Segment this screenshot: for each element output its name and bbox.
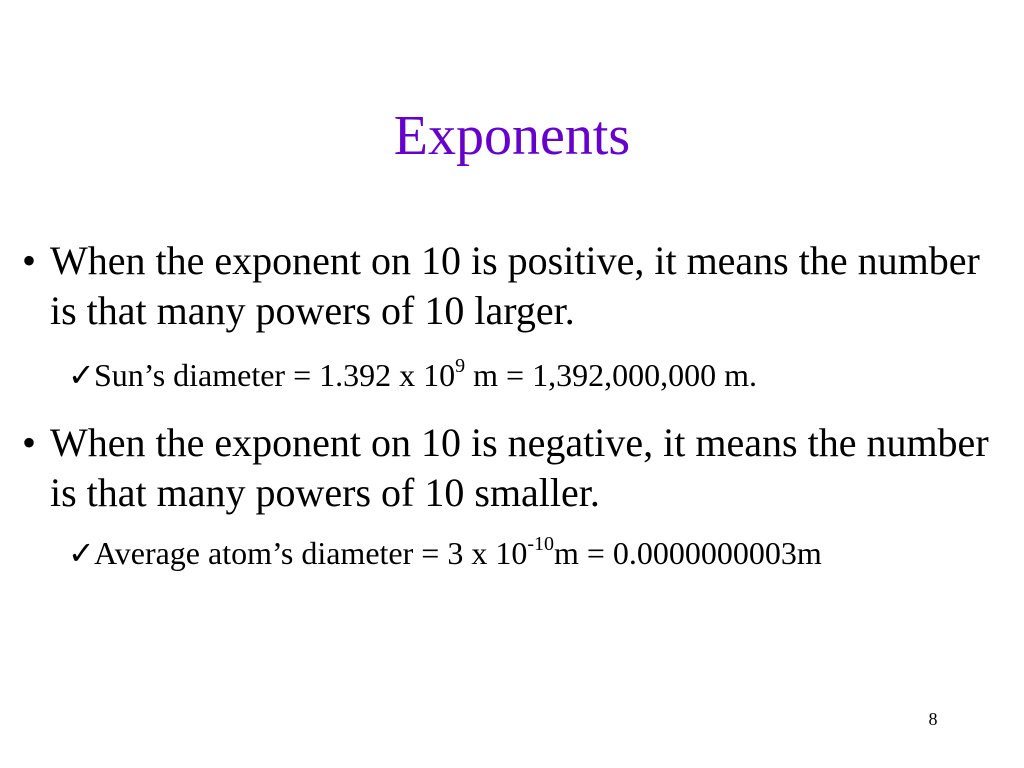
sub-bullet-text-prefix: Average atom’s diameter = 3 x 10 <box>94 535 528 571</box>
check-icon: ✓ <box>68 535 95 571</box>
bullet-marker: • <box>21 420 36 465</box>
bullet-text: When the exponent on 10 is negative, it means the number is that many powers of 10 smaller. <box>50 420 989 515</box>
exponent: -10 <box>527 533 554 556</box>
page-number: 8 <box>928 709 938 729</box>
sub-bullet-text-suffix: m = 1,392,000,000 m. <box>465 357 757 393</box>
bullet-text: When the exponent on 10 is positive, it means the number is that many powers of 10 larger. <box>50 238 980 333</box>
sub-bullet-text-prefix: Sun’s diameter = 1.392 x 10 <box>94 357 456 393</box>
sub-bullet-text-suffix: m = 0.0000000003m <box>553 535 822 571</box>
sub-bullet-item <box>68 355 1018 395</box>
exponent: 9 <box>455 355 466 378</box>
sub-bullet-item <box>68 533 1018 573</box>
bullet-marker: • <box>21 238 36 283</box>
check-icon: ✓ <box>68 357 95 393</box>
slide-title: Exponents <box>393 105 631 167</box>
